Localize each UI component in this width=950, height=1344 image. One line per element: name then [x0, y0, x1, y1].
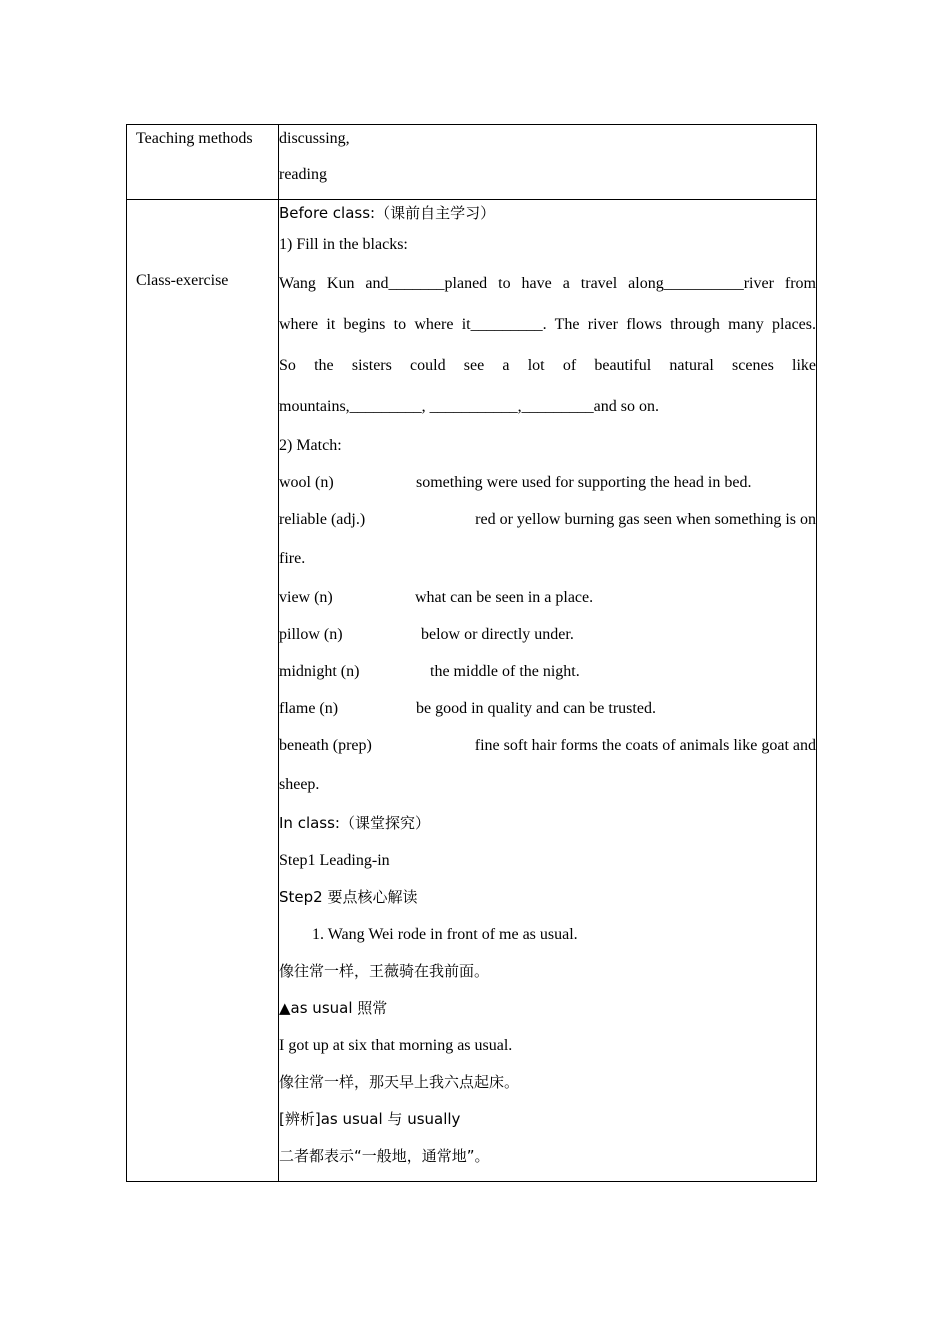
key-point-1-translation: 像往常一样，王薇骑在我前面。: [279, 962, 490, 980]
match-word: reliable (adj.): [279, 511, 366, 528]
before-class-heading: Before class:（课前自主学习）: [279, 204, 496, 222]
match-item: [279, 690, 816, 727]
match-definition: what can be seen in a place.: [415, 589, 594, 606]
class-exercise-label-cell: [127, 200, 279, 1182]
match-word: view (n): [279, 589, 333, 606]
key-point-1: 1. Wang Wei rode in front of me as usual.: [312, 926, 578, 943]
fill-in-line: where it begins to where it_________. The river flows through many places.: [279, 316, 816, 333]
match-continuation: fire.: [279, 550, 306, 567]
method-item: reading: [279, 166, 327, 183]
match-definition: below or directly under.: [421, 626, 574, 643]
match-word: flame (n): [279, 700, 339, 717]
match-continuation: sheep.: [279, 776, 320, 793]
example-translation: 像往常一样，那天早上我六点起床。: [279, 1073, 520, 1091]
in-class-heading: In class:（课堂探究）: [279, 814, 430, 832]
step1-heading: Step1 Leading-in: [279, 852, 390, 869]
match-item: [279, 653, 816, 690]
match-definition: fine soft hair forms the coats of animals like goat and: [474, 737, 816, 754]
teaching-methods-label: Teaching methods: [136, 130, 253, 147]
match-word: beneath (prep): [279, 737, 372, 754]
analysis-text: 二者都表示“一般地，通常地”。: [279, 1147, 490, 1165]
teaching-methods-row: [127, 125, 817, 200]
teaching-methods-label-cell: [127, 125, 279, 200]
match-item: [279, 616, 816, 653]
class-exercise-content-cell: [279, 200, 817, 1182]
fill-in-line: mountains,_________, ___________,_________and so on.: [279, 398, 659, 415]
class-exercise-row: [127, 200, 817, 1182]
match-definition: be good in quality and can be trusted.: [416, 700, 656, 717]
example-sentence: I got up at six that morning as usual.: [279, 1037, 513, 1054]
lesson-plan-table: [126, 124, 817, 1182]
match-word: midnight (n): [279, 663, 360, 680]
match-definition: something were used for supporting the head in bed.: [416, 474, 752, 491]
match-item: [279, 579, 816, 616]
teaching-methods-content-cell: [279, 125, 817, 200]
match-item: [279, 464, 816, 501]
step2-heading: Step2 要点核心解读: [279, 888, 418, 906]
class-exercise-label: Class-exercise: [136, 272, 229, 289]
method-item: discussing,: [279, 130, 350, 147]
fill-in-line: Wang Kun and_______planed to have a travel along__________river from: [279, 275, 816, 292]
match-definition: the middle of the night.: [430, 663, 580, 680]
fill-in-line: So the sisters could see a lot of beautiful natural scenes like: [279, 357, 816, 374]
as-usual-note: ▲as usual 照常: [279, 999, 388, 1017]
match-definition: red or yellow burning gas seen when something is on: [475, 511, 816, 528]
analysis-heading: [辨析]as usual 与 usually: [279, 1110, 461, 1128]
match-item: [279, 727, 816, 764]
match-item: [279, 501, 816, 538]
fill-in-title: 1) Fill in the blacks:: [279, 236, 408, 253]
match-title: 2) Match:: [279, 437, 342, 454]
match-word: pillow (n): [279, 626, 343, 643]
match-word: wool (n): [279, 474, 334, 491]
